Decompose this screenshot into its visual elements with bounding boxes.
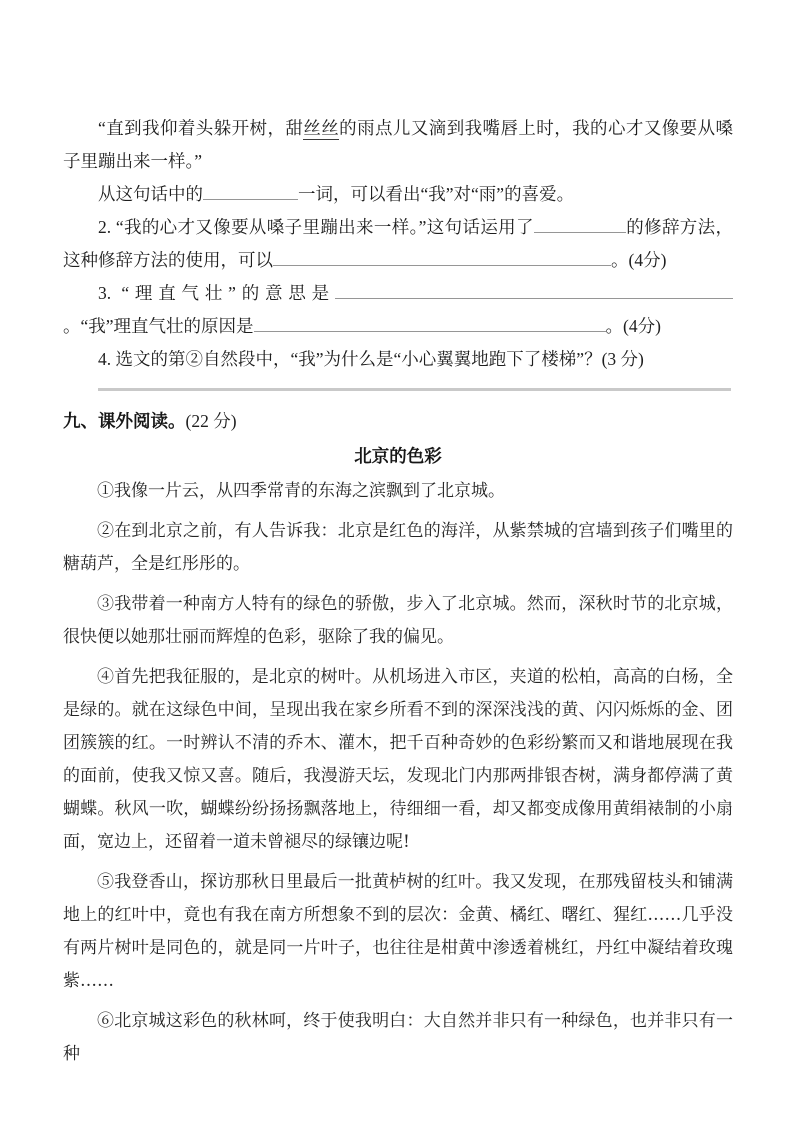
- passage-quote-paragraph: [63, 112, 733, 178]
- answer-blank: [335, 283, 733, 299]
- passage-paragraph-6: ⑥北京城这彩色的秋林呵，终于使我明白：大自然并非只有一种绿色，也并非只有一种: [63, 1011, 733, 1064]
- question-2-text-2: 的修辞方法，这种修辞方法的使用，可以: [63, 217, 733, 270]
- answer-blank: [203, 184, 298, 200]
- question-3: [63, 277, 733, 343]
- answer-blank: [254, 316, 606, 332]
- section-heading-label: 九、课外阅读。: [63, 411, 186, 431]
- section-heading: [63, 405, 733, 438]
- question-4: [63, 343, 733, 376]
- passage-paragraph-5: ⑤我登香山，探访那秋日里最后一批黄栌树的红叶。我又发现，在那残留枝头和铺满地上的红叶中，竟也有我在南方所想象不到的层次：金黄、橘红、曙红、猩红……几乎没有两片树叶是同色的，就是同一片叶子，也往往是柑黄中渗透着桃红，丹红中凝结着玫瑰紫……: [63, 872, 733, 991]
- question-3-text-3: 。(4分): [605, 316, 661, 336]
- reading-passage: [63, 475, 733, 1071]
- questions-section: [63, 112, 733, 376]
- question-3-text-1: 3. “理直气壮”的意思是: [98, 283, 335, 303]
- passage-paragraph-1: ①我像一片云，从四季常青的东海之滨飘到了北京城。: [97, 481, 505, 501]
- quote-text-before: “直到我仰着头躲开树，甜: [98, 118, 304, 138]
- question-1-text-after: 一词，可以看出“我”对“雨”的喜爱。: [298, 184, 575, 204]
- question-1-text-before: 从这句话中的: [98, 184, 203, 204]
- question-1: [63, 178, 733, 211]
- answer-line: [98, 388, 731, 391]
- passage-paragraph-3: ③我带着一种南方人特有的绿色的骄傲，步入了北京城。然而，深秋时节的北京城，很快便以她那壮丽而辉煌的色彩，驱除了我的偏见。: [63, 594, 733, 647]
- section-score: (22 分): [185, 411, 237, 431]
- passage-title: 北京的色彩: [354, 446, 442, 466]
- underlined-word: 丝丝: [303, 118, 340, 138]
- question-3-text-2: 。“我”理直气壮的原因是: [63, 316, 254, 336]
- answer-blank: [534, 217, 626, 233]
- passage-paragraph-2: ②在到北京之前，有人告诉我：北京是红色的海洋，从紫禁城的宫墙到孩子们嘴里的糖葫芦，全是红彤彤的。: [63, 521, 733, 574]
- question-2-text-1: 2. “我的心才又像要从嗓子里蹦出来一样。”这句话运用了: [98, 217, 534, 237]
- question-4-text: 4. 选文的第②自然段中，“我”为什么是“小心翼翼地跑下了楼梯”？(3 分): [98, 349, 644, 369]
- answer-blank: [273, 250, 611, 266]
- question-2: [63, 211, 733, 277]
- quote-text-after: 的雨点儿又滴到我嘴唇上时，我的心才又像要从嗓子里蹦出来一样。”: [63, 118, 734, 171]
- question-2-text-3: 。(4分): [611, 250, 667, 270]
- passage-paragraph-4: ④首先把我征服的，是北京的树叶。从机场进入市区，夹道的松柏，高高的白杨，全是绿的。就在这绿色中间，呈现出我在家乡所看不到的深深浅浅的黄、闪闪烁烁的金、团团簇簇的红。一时辨认不清的乔木、灌木，把千百种奇妙的色彩纷繁而又和谐地展现在我的面前，使我又惊又喜。随后，我漫游天坛，发现北门内那两排银杏树，满身都停满了黄蝴蝶。秋风一吹，蝴蝶纷纷扬扬飘落地上，待细细一看，却又都变成像用黄绢裱制的小扇面，宽边上，还留着一道未曾褪尽的绿镶边呢!: [63, 667, 733, 852]
